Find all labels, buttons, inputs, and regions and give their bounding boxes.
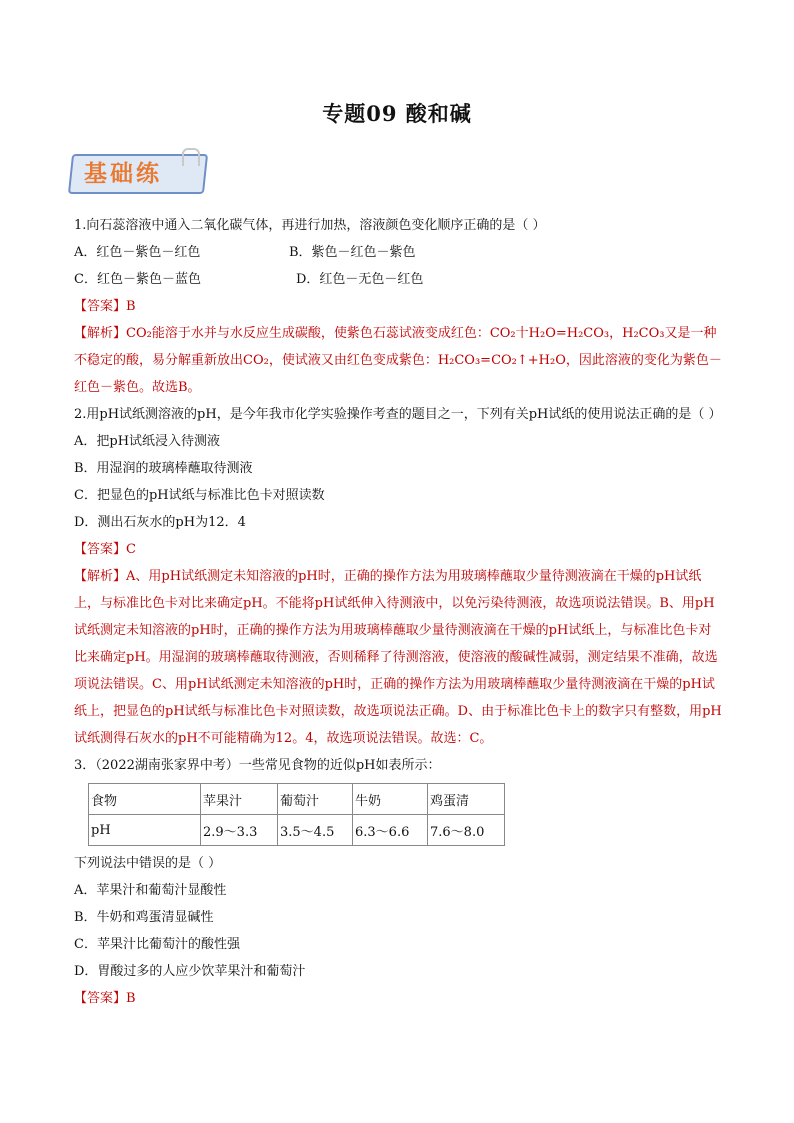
q1-option-d: D．红色－无色－红色 bbox=[296, 272, 424, 287]
q2-answer bbox=[74, 536, 724, 563]
q3-question: 下列说法中错误的是（ ） bbox=[74, 856, 222, 871]
q2-analysis-text: A、用pH试纸测定未知溶液的pH时，正确的操作方法为用玻璃棒蘸取少量待测液滴在干燥的pH试纸上，与标准比色卡对比来确定pH。不能将pH试纸伸入待测液中，以免污染待测液，故选项说法错误。B、用pH试纸测定未知溶液的pH时，正确的操作方法为用玻璃棒蘸取少量待测液滴在干燥的pH试纸上，与标准比色卡对比来确定pH。用湿润的玻璃棒蘸取待测液，否则稀释了待测溶液，使溶液的酸碱性减弱，测定结果不准确，故选项说法错误。C、用pH试纸测定未知溶液的pH时，正确的操作方法为用玻璃棒蘸取少量待测液滴在干燥的pH试纸上，把显色的pH试纸与标准比色卡对照读数，故选项说法正确。D、由于标准比色卡上的数字只有整数，用pH试纸测得石灰水的pH不可能精确为12。4，故选项说法错误。故选：C。 bbox=[74, 569, 722, 746]
q2-option-a: A．把pH试纸浸入待测液 bbox=[74, 434, 221, 449]
section-badge bbox=[70, 148, 210, 192]
table-header-cell: 食物 bbox=[89, 784, 201, 815]
table-row bbox=[89, 815, 505, 846]
q1-analysis-text: CO₂能溶于水并与水反应生成碳酸，使紫色石蕊试液变成红色：CO₂十H₂O=H₂CO₃，H₂CO₃又是一种不稳定的酸，易分解重新放出CO₂，使试液又由红色变成紫色：H₂CO₃=CO₂↑+H₂O，因此溶液的变化为紫色－红色－紫色。故选B。 bbox=[74, 326, 722, 395]
table-cell: 7.6～8.0 bbox=[428, 815, 505, 846]
q1-option-c: C．红色－紫色－蓝色 bbox=[74, 272, 201, 287]
q2-option-c: C．把显色的pH试纸与标准比色卡对照读数 bbox=[74, 488, 325, 503]
table-header-cell: 鸡蛋清 bbox=[428, 784, 505, 815]
table-cell: 3.5～4.5 bbox=[278, 815, 353, 846]
q3-stem: 3．（2022湖南张家界中考）一些常见食物的近似pH如表所示： bbox=[74, 758, 441, 773]
q3-option-c: C．苹果汁比葡萄汁的酸性强 bbox=[74, 937, 240, 952]
q2-option-d: D．测出石灰水的pH为12．4 bbox=[74, 515, 246, 530]
q1-answer-value: B bbox=[126, 299, 136, 314]
q1-analysis bbox=[74, 320, 724, 401]
table-cell: 2.9～3.3 bbox=[201, 815, 278, 846]
q1-stem: 1.向石蕊溶液中通入二氧化碳气体，再进行加热，溶液颜色变化顺序正确的是（ ） bbox=[74, 218, 546, 233]
q1-option-b: B．紫色－红色－紫色 bbox=[289, 245, 416, 260]
q2-answer-value: C bbox=[126, 542, 136, 557]
page-title: 专题09 酸和碱 bbox=[322, 101, 472, 126]
answer-tag: 【答案】 bbox=[74, 299, 127, 314]
table-cell: 6.3～6.6 bbox=[353, 815, 428, 846]
content bbox=[74, 212, 724, 1012]
table-header-cell: 牛奶 bbox=[353, 784, 428, 815]
q3-option-d: D．胃酸过多的人应少饮苹果汁和葡萄汁 bbox=[74, 964, 306, 979]
q3-option-a: A．苹果汁和葡萄汁显酸性 bbox=[74, 883, 227, 898]
q1-options-row2 bbox=[74, 266, 724, 293]
answer-tag: 【答案】 bbox=[74, 542, 127, 557]
analysis-tag: 【解析】 bbox=[74, 326, 127, 341]
q2-stem: 2.用pH试纸测溶液的pH，是今年我市化学实验操作考查的题目之一，下列有关pH试纸的使用说法正确的是（ ） bbox=[74, 407, 722, 422]
q1-answer bbox=[74, 293, 724, 320]
q2-analysis bbox=[74, 563, 724, 752]
table-header-cell: 苹果汁 bbox=[201, 784, 278, 815]
paperclip-icon bbox=[182, 148, 200, 166]
table-header-row bbox=[89, 784, 505, 815]
q1-options-row1 bbox=[74, 239, 724, 266]
q1-option-a: A．红色－紫色－红色 bbox=[74, 245, 201, 260]
q3-option-b: B．牛奶和鸡蛋清显碱性 bbox=[74, 910, 214, 925]
table-cell: pH bbox=[89, 815, 201, 846]
ph-table bbox=[88, 783, 505, 846]
table-header-cell: 葡萄汁 bbox=[278, 784, 353, 815]
analysis-tag: 【解析】 bbox=[74, 569, 127, 584]
q2-option-b: B．用湿润的玻璃棒蘸取待测液 bbox=[74, 461, 253, 476]
q3-answer bbox=[74, 985, 724, 1012]
badge-label: 基础练 bbox=[84, 161, 162, 187]
q3-answer-value: B bbox=[126, 991, 136, 1006]
answer-tag: 【答案】 bbox=[74, 991, 127, 1006]
